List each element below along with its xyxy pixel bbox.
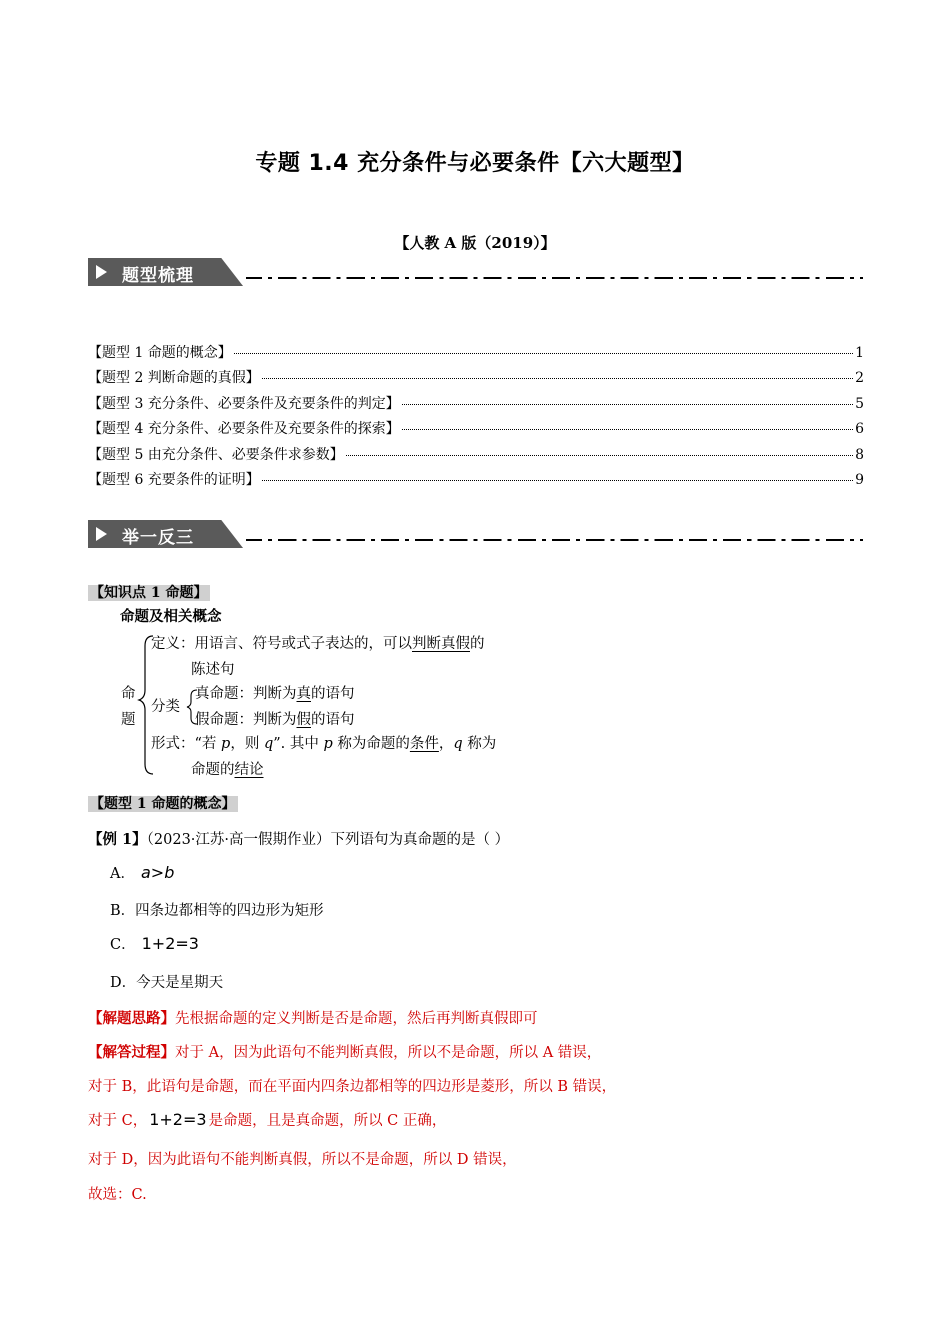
toc-item[interactable] (88, 342, 864, 367)
dashed-rule (246, 277, 863, 279)
banner-label: 举一反三 (122, 528, 194, 548)
option-c[interactable]: C． 1+2=3 (110, 934, 199, 953)
toc-item-page: 9 (855, 471, 864, 488)
toc-item[interactable] (88, 393, 864, 418)
toc-item-page: 8 (855, 446, 864, 463)
solution-process-line2: 对于 B，此语句是命题，而在平面内四条边都相等的四边形是菱形，所以 B 错误， (88, 1079, 617, 1095)
toc-leader (234, 353, 853, 354)
toc-item-text: 【题型 4 充分条件、必要条件及充要条件的探索】 (88, 421, 400, 438)
edition-label: 【人教 A 版（2019）】 (394, 234, 556, 252)
play-triangle-icon (96, 265, 107, 279)
concept-diagram (115, 630, 535, 780)
play-triangle-icon (96, 527, 107, 541)
toc-item-page: 1 (855, 345, 864, 361)
root-char-2: 题 (121, 712, 136, 728)
solution-process-line3: 对于 C， 1+2=3 是命题，且是真命题，所以 C 正确， (88, 1110, 447, 1129)
form-line: 形式：“若 p，则 q”. 其中 p 称为命题的条件，q 称为 (151, 736, 497, 752)
root-char-1: 命 (121, 686, 136, 702)
toc-item-text: 【题型 3 充分条件、必要条件及充要条件的判定】 (88, 395, 400, 412)
option-a[interactable]: A． a>b (110, 863, 175, 882)
toc-item-page: 6 (855, 421, 864, 438)
toc-item[interactable] (88, 367, 864, 392)
example-line (88, 828, 509, 849)
table-of-contents (88, 342, 864, 494)
classification-label: 分类 (151, 699, 180, 715)
toc-item[interactable] (88, 418, 864, 443)
option-d[interactable]: D．今天是星期天 (110, 975, 224, 991)
toc-item-text: 【题型 5 由充分条件、必要条件求参数】 (88, 446, 344, 463)
knowledge-subheading: 命题及相关概念 (120, 608, 222, 625)
toc-leader (402, 404, 853, 405)
toc-item-text: 【题型 2 判断命题的真假】 (88, 370, 260, 387)
toc-item-page: 2 (855, 370, 864, 387)
toc-item[interactable] (88, 444, 864, 469)
definition-line: 定义：用语言、符号或式子表达的，可以判断真假的 (151, 636, 485, 652)
toc-leader (262, 378, 853, 379)
solution-process-line1: 【解答过程】对于 A，因为此语句不能判断真假，所以不是命题，所以 A 错误， (88, 1044, 602, 1061)
toc-leader (402, 429, 853, 430)
toc-leader (346, 455, 853, 456)
false-proposition: 假命题：判断为假的语句 (195, 712, 355, 728)
definition-line2: 陈述句 (191, 662, 235, 678)
solution-process-line4: 对于 D，因为此语句不能判断真假，所以不是命题，所以 D 错误， (88, 1152, 517, 1168)
toc-leader (262, 480, 853, 481)
true-proposition: 真命题：判断为真的语句 (195, 686, 355, 702)
banner-label: 题型梳理 (122, 266, 194, 286)
banner-overview (88, 258, 863, 292)
section-heading: 【题型 1 命题的概念】 (90, 796, 236, 812)
toc-item-text: 【题型 6 充要条件的证明】 (88, 471, 260, 488)
toc-item-page: 5 (855, 395, 864, 412)
toc-item[interactable] (88, 469, 864, 494)
example-label: 【例 1】 (88, 831, 147, 848)
solution-answer: 故选：C. (88, 1187, 147, 1203)
solution-idea: 【解题思路】先根据命题的定义判断是否是命题，然后再判断真假即可 (88, 1010, 538, 1027)
page-title: 专题 1.4 充分条件与必要条件【六大题型】 (255, 151, 695, 176)
banner-practice (88, 520, 863, 554)
example-text: （2023·江苏·高一假期作业）下列语句为真命题的是（ ） (146, 832, 510, 848)
form-line2: 命题的结论 (191, 762, 264, 778)
knowledge-heading: 【知识点 1 命题】 (90, 585, 208, 601)
dashed-rule (246, 539, 863, 541)
toc-item-text: 【题型 1 命题的概念】 (88, 345, 232, 361)
option-b[interactable]: B．四条边都相等的四边形为矩形 (110, 903, 324, 919)
